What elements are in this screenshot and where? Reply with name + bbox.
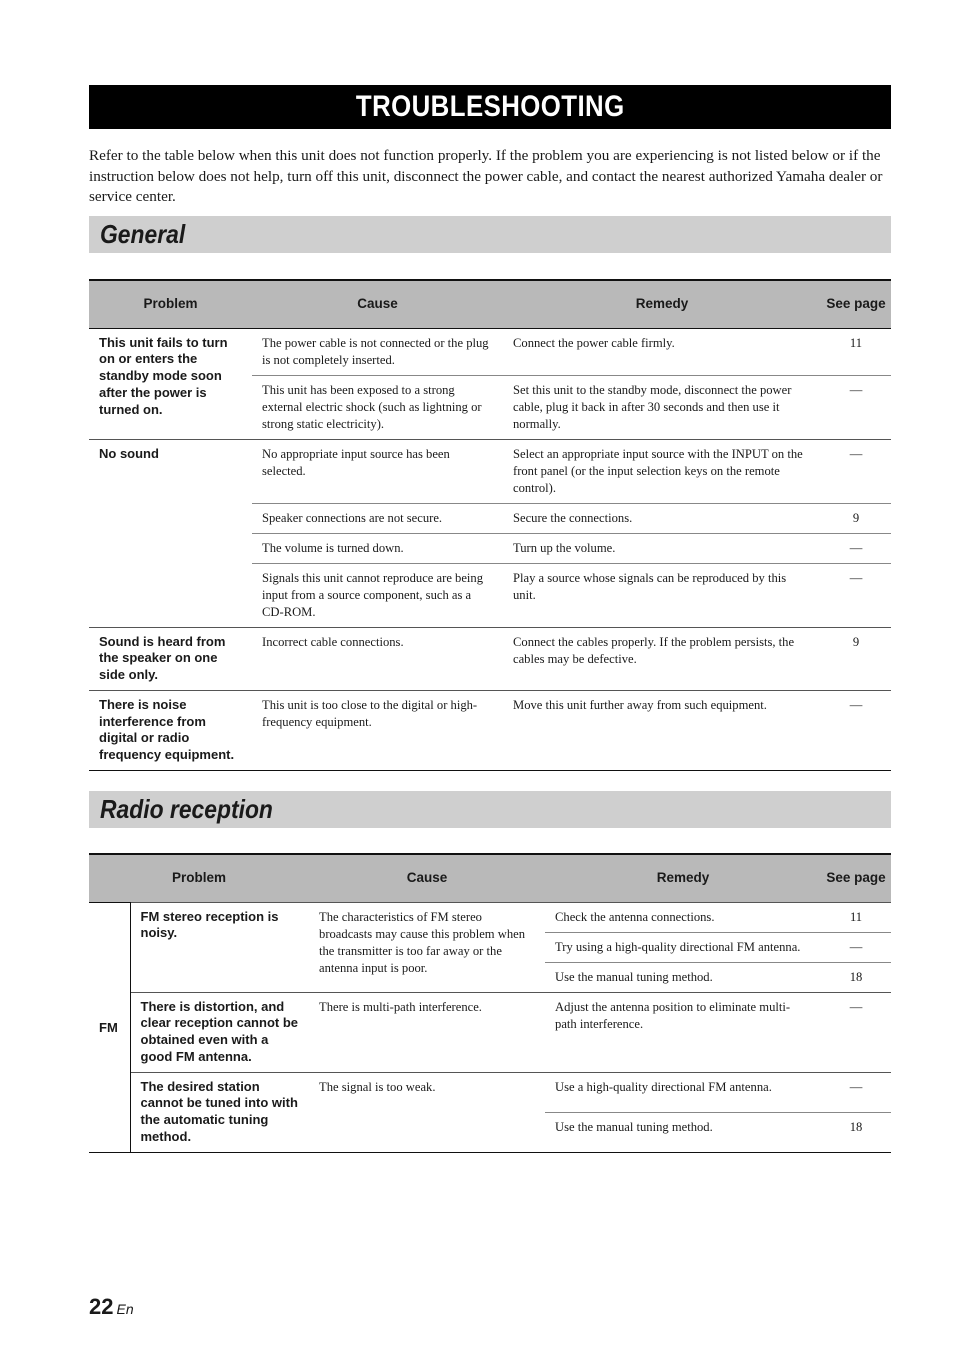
page-cell: — [821, 563, 891, 627]
remedy-cell: Use a high-quality directional FM antenna. [545, 1072, 821, 1112]
remedy-cell: Check the antenna connections. [545, 902, 821, 932]
problem-cell: There is distortion, and clear reception cannot be obtained even with a good FM antenna. [130, 992, 309, 1072]
table-row [89, 627, 891, 690]
page-cell: — [821, 1072, 891, 1112]
remedy-cell: Use the manual tuning method. [545, 962, 821, 992]
table-header-row [89, 280, 891, 328]
page-cell: 11 [849, 335, 863, 350]
cause-cell: Incorrect cable connections. [262, 634, 404, 649]
section-heading-general: General [89, 216, 891, 253]
cause-cell: The characteristics of FM stereo broadcasts may cause this problem when the transmitter is too far away or the antenna input is poor. [309, 902, 545, 992]
problem-cell: This unit fails to turn on or enters the standby mode soon after the power is turned on. [99, 334, 228, 417]
cause-cell: No appropriate input source has been selected. [262, 446, 450, 478]
language-code: En [116, 1301, 134, 1317]
remedy-cell: Select an appropriate input source with the INPUT on the front panel (or the input selection keys on the remote control). [513, 446, 803, 495]
page-cell: 9 [821, 503, 891, 533]
page-cell: 18 [821, 1112, 891, 1152]
header-see-page: See page [821, 280, 891, 328]
page-footer [89, 1294, 134, 1320]
remedy-cell: Adjust the antenna position to eliminate multi-path interference. [545, 992, 821, 1072]
page-cell: 18 [821, 962, 891, 992]
page-title: TROUBLESHOOTING [89, 85, 891, 129]
table-row [89, 992, 891, 1072]
radio-troubleshooting-table [89, 853, 891, 1153]
remedy-cell: Turn up the volume. [503, 533, 821, 563]
remedy-cell: Set this unit to the standby mode, disconnect the power cable, plug it back in after 30 seconds and then use it normally. [503, 375, 821, 439]
cause-cell: The volume is turned down. [252, 533, 503, 563]
page-cell: — [849, 697, 863, 712]
header-problem: Problem [89, 280, 252, 328]
section-heading-radio-reception: Radio reception [89, 791, 891, 828]
table-row [89, 439, 891, 503]
remedy-cell: Try using a high-quality directional FM antenna. [545, 932, 821, 962]
cause-cell: There is multi-path interference. [309, 992, 545, 1072]
page-cell: — [821, 375, 891, 439]
cause-cell: This unit is too close to the digital or high-frequency equipment. [262, 697, 478, 729]
page-cell: 9 [852, 634, 860, 649]
table-row [89, 1072, 891, 1112]
page-cell: — [849, 446, 863, 461]
header-cause: Cause [309, 854, 545, 902]
remedy-cell: Connect the cables properly. If the problem persists, the cables may be defective. [513, 634, 795, 666]
remedy-cell: Secure the connections. [503, 503, 821, 533]
band-label-fm: FM [89, 902, 130, 1152]
cause-cell: Speaker connections are not secure. [252, 503, 503, 533]
page-cell: 11 [821, 902, 891, 932]
header-remedy: Remedy [503, 280, 821, 328]
problem-cell: The desired station cannot be tuned into with the automatic tuning method. [130, 1072, 309, 1152]
general-troubleshooting-table [89, 279, 891, 771]
table-header-row [89, 854, 891, 902]
remedy-cell: Move this unit further away from such equipment. [513, 697, 767, 712]
header-problem: Problem [89, 854, 309, 902]
remedy-cell: Use the manual tuning method. [545, 1112, 821, 1152]
cause-cell: The signal is too weak. [309, 1072, 545, 1152]
cause-cell: Signals this unit cannot reproduce are being input from a source component, such as a CD-ROM. [252, 563, 503, 627]
table-row [89, 328, 891, 375]
table-row [89, 902, 891, 932]
intro-paragraph: Refer to the table below when this unit does not function properly. If the problem you are experiencing is not listed below or if the instruction below does not help, turn off this unit, disconnect the power cable, and contact the nearest authorized Yamaha dealer or service center. [89, 147, 883, 206]
page-cell: — [821, 992, 891, 1072]
problem-cell: FM stereo reception is noisy. [130, 902, 309, 992]
header-remedy: Remedy [545, 854, 821, 902]
header-see-page: See page [821, 854, 891, 902]
problem-cell: Sound is heard from the speaker on one side only. [99, 633, 226, 683]
problem-cell: No sound [99, 445, 159, 461]
page-number: 22 [89, 1294, 114, 1319]
page-cell: — [821, 533, 891, 563]
cause-cell: This unit has been exposed to a strong external electric shock (such as lightning or strong static electricity). [252, 375, 503, 439]
page-cell: — [821, 932, 891, 962]
remedy-cell: Connect the power cable firmly. [513, 335, 675, 350]
header-cause: Cause [252, 280, 503, 328]
table-row [89, 690, 891, 770]
problem-cell: There is noise interference from digital or radio frequency equipment. [99, 696, 235, 763]
cause-cell: The power cable is not connected or the plug is not completely inserted. [262, 335, 489, 367]
remedy-cell: Play a source whose signals can be reproduced by this unit. [503, 563, 821, 627]
